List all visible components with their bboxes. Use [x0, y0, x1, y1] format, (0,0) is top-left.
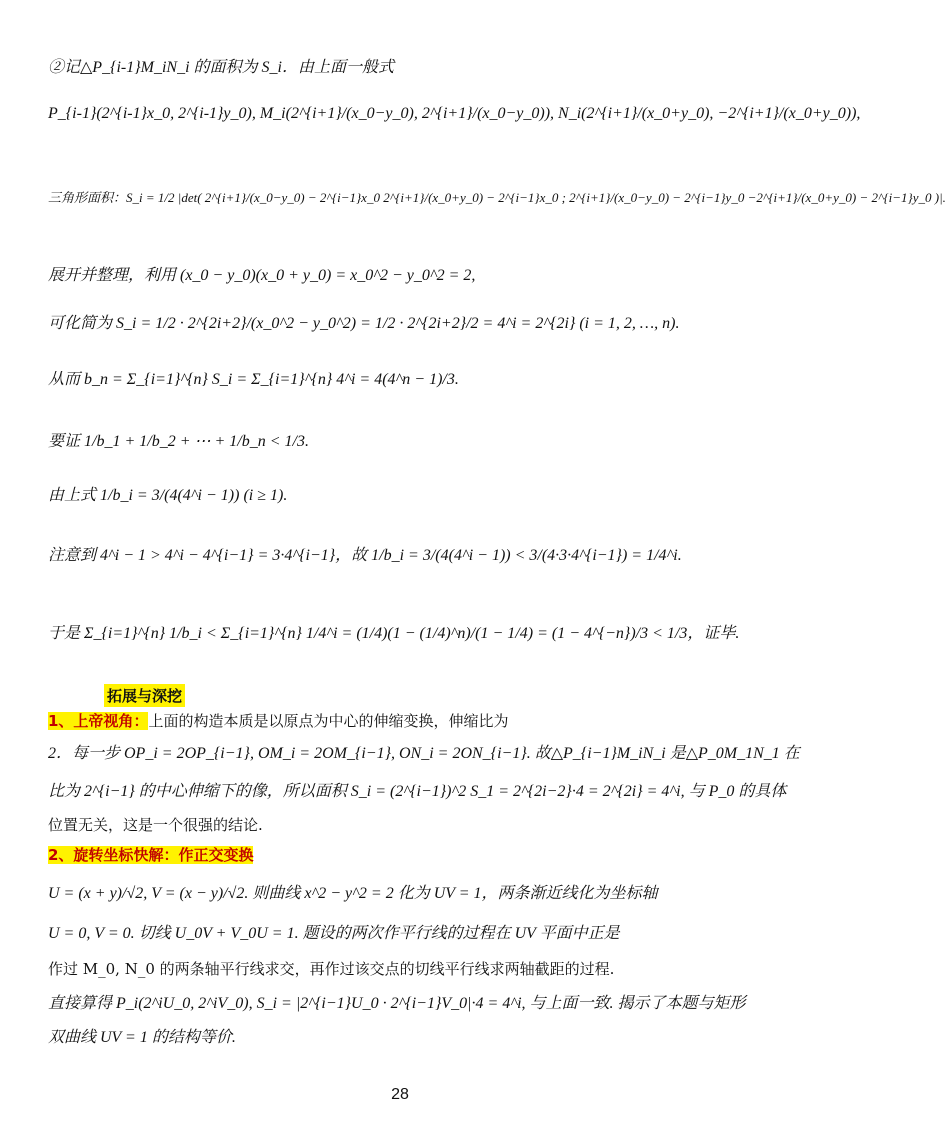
item2-label: 2、旋转坐标快解：作正交变换 — [48, 846, 254, 864]
text-line-2: P_{i-1}(2^{i-1}x_0, 2^{i-1}y_0), M_i(2^{i+1}/(x_0−y_0), 2^{i+1}/(x_0−y_0)), N_i(2^{i+1}/(x_0+y_0), −2^{i+1}/(x_0+y_0)), — [48, 105, 861, 122]
text-line-7: 要证 1/b_1 + 1/b_2 + ⋯ + 1/b_n < 1/3. — [48, 433, 309, 450]
item2-line1: U = (x + y)/√2, V = (x − y)/√2. 则曲线 x^2 − y^2 = 2 化为 UV = 1，两条渐近线化为坐标轴 — [48, 885, 658, 902]
text-line-3: 三角形面积：S_i = 1/2 |det( 2^{i+1}/(x_0−y_0) − 2^{i−1}x_0 2^{i+1}/(x_0+y_0) − 2^{i−1}x_0 ; 2^{i+1}/(x_0−y_0) − 2^{i−1}y_0 −2^{i+1}/(x_0+y_0) − 2^{i−1}y_0 )|. — [48, 190, 946, 205]
item2-line3: 作过 M_0, N_0 的两条轴平行线求交，再作过该交点的切线平行线求两轴截距的过程. — [48, 960, 615, 978]
item1-line1 — [48, 712, 508, 731]
text-line-6: 从而 b_n = Σ_{i=1}^{n} S_i = Σ_{i=1}^{n} 4^i = 4(4^n − 1)/3. — [48, 371, 459, 388]
text-line-5: 可化简为 S_i = 1/2 · 2^{2i+2}/(x_0^2 − y_0^2) = 1/2 · 2^{2i+2}/2 = 4^i = 2^{2i} (i = 1, 2, …, n). — [48, 315, 680, 332]
item2-line5: 双曲线 UV = 1 的结构等价. — [48, 1029, 236, 1046]
item2-line4: 直接算得 P_i(2^iU_0, 2^iV_0), S_i = |2^{i−1}U_0 · 2^{i−1}V_0|·4 = 4^i, 与上面一致. 揭示了本题与矩形 — [48, 995, 746, 1012]
item2-line2: U = 0, V = 0. 切线 U_0V + V_0U = 1. 题设的两次作平行线的过程在 UV 平面中正是 — [48, 925, 620, 942]
text-line-4: 展开并整理，利用 (x_0 − y_0)(x_0 + y_0) = x_0^2 − y_0^2 = 2, — [48, 267, 476, 284]
page-number: 28 — [391, 1086, 409, 1103]
item1-line2: 2．每一步 OP_i = 2OP_{i−1}, OM_i = 2OM_{i−1}, ON_i = 2ON_{i−1}. 故△P_{i−1}M_iN_i 是△P_0M_1N_1 在 — [48, 745, 800, 762]
text-line-10: 于是 Σ_{i=1}^{n} 1/b_i < Σ_{i=1}^{n} 1/4^i = (1/4)(1 − (1/4)^n)/(1 − 1/4) = (1 − 4^{−n})/3 < 1/3，证毕. — [48, 625, 740, 642]
item1-text: 上面的构造本质是以原点为中心的伸缩变换，伸缩比为 — [148, 712, 509, 730]
text-line-9: 注意到 4^i − 1 > 4^i − 4^{i−1} = 3·4^{i−1}，故 1/b_i = 3/(4(4^i − 1)) < 3/(4·3·4^{i−1}) = 1/4^i. — [48, 547, 682, 564]
item2-title-line — [48, 846, 253, 865]
text-line-1: ②记△P_{i-1}M_iN_i 的面积为 S_i．由上面一般式 — [48, 59, 394, 76]
item1-line4: 位置无关，这是一个很强的结论. — [48, 816, 263, 834]
text-line-8: 由上式 1/b_i = 3/(4(4^i − 1)) (i ≥ 1). — [48, 487, 288, 504]
item1-line3: 比为 2^{i−1} 的中心伸缩下的像，所以面积 S_i = (2^{i−1})^2 S_1 = 2^{2i−2}·4 = 2^{2i} = 4^i, 与 P_0 的具体 — [48, 783, 787, 800]
item1-label: 1、上帝视角： — [48, 712, 149, 730]
section-title: 拓展与深挖 — [104, 684, 185, 707]
